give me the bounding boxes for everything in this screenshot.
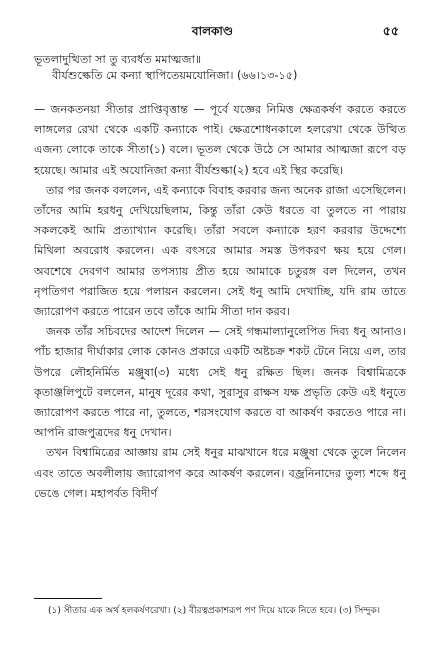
chapter-title: বালকাণ্ড <box>191 24 234 38</box>
footnote-divider <box>34 598 102 599</box>
footnotes: (১) সীতার এক অর্থ হলকর্ষণরেখা। (২) বীরত্বপ্রকাশরূপ পণ দিয়ে যাকে নিতে হবে। (৩) সিন্দুক। <box>48 606 381 616</box>
paragraph-2: তার পর জনক বললেন, এই কন্যাকে বিবাহ করবার জন্য অনেক রাজা এসেছিলেন। তাঁদের আমি হরধনু দেখিয়েছিলাম, কিন্তু তাঁরা কেউ ধরতে বা তুলতে না পারায় সকলকেই আমি প্রত্যাখ্যান করেছি। তাঁরা সবলে কন্যাকে হরণ করবার উদ্দেশ্যে মিথিলা অবরোধ করলেন। এক বৎসরে আমার সমস্ত উপকরণ ক্ষয় হয়ে গেল। অবশেষে দেবগণ আমার তপস্যায় প্রীত হয়ে আমাকে চতুরঙ্গ বল দিলেন, তখন নৃপতিগণ পরাজিত হয়ে পলায়ন করলেন। সেই ধনু আমি দেখাচ্ছি, যদি রাম তাতে জ্যারোপণ করতে পারেন তবে তাঁকে আমি সীতা দান করব। <box>34 183 406 319</box>
verse-line-1: ভূতলাদুত্থিতা সা তু ব্যবর্ধত মমাত্মজা॥ <box>34 53 202 66</box>
paragraph-1: — জনকতনয়া সীতার প্রাপ্তিবৃত্তান্ত — পূর্বে যজ্ঞের নিমিত্ত ক্ষেত্রকর্ষণ করতে করতে লাঙ্গলের রেখা থেকে একটি কন্যাকে পাই। ক্ষেত্রশোধনকালে হলরেখা থেকে উত্থিত এজন্য লোকে তাকে সীতা(১) বলে। ভূতল থেকে উঠে সে আমার আত্মজা রূপে বড় হয়েছে। আমার এই অযোনিজা কন্যা বীর্যশুল্কা(২) হবে এই স্থির করেছি। <box>34 103 406 177</box>
paragraph-3: জনক তাঁর সচিবদের আদেশ দিলেন — সেই গন্ধমাল্যানুলেপিত দিব্য ধনু আনাও। পাঁচ হাজার দীর্ঘাকার লোক কোনও প্রকারে একটি অষ্টচক্র শকট টেনে নিয়ে এল, তার উপরে লৌহনির্মিত মঞ্জুষা(৩) মধ্যে সেই ধনু রক্ষিত ছিল। জনক বিশ্বামিত্রকে কৃতাঞ্জলিপুটে বললেন, মানুষ দূরের কথা, সুরাসুর রাক্ষস যক্ষ প্রভৃতি কেউ এই ধনুতে জ্যারোপণ করতে পারে না, তুলতে, শরসংযোগ করতে বা আকর্ষণ করতেও পারে না। আপনি রাজপুত্রদের ধনু দেখান। <box>34 325 406 440</box>
body-text <box>34 100 406 504</box>
paragraph-4: তখন বিশ্বামিত্রের আজ্ঞায় রাম সেই ধনুর মাঝখানে ধরে মঞ্জুষা থেকে তুলে নিলেন এবং তাতে অবলীলায় জ্যারোপণ করে আকর্ষণ করলেন। বজ্রনিনাদের তুল্য শব্দে ধনু ভেঙে গেল। মহাপর্বত বিদীর্ণ <box>34 446 406 500</box>
running-header <box>0 22 425 40</box>
verse-line-2: বীর্যশুল্কেতি মে কন্যা স্থাপিতেয়মযোনিজা। (৬৬।১৩-১৫) <box>52 69 298 82</box>
page-number: ৫৫ <box>382 23 399 38</box>
sanskrit-verse <box>34 52 406 84</box>
